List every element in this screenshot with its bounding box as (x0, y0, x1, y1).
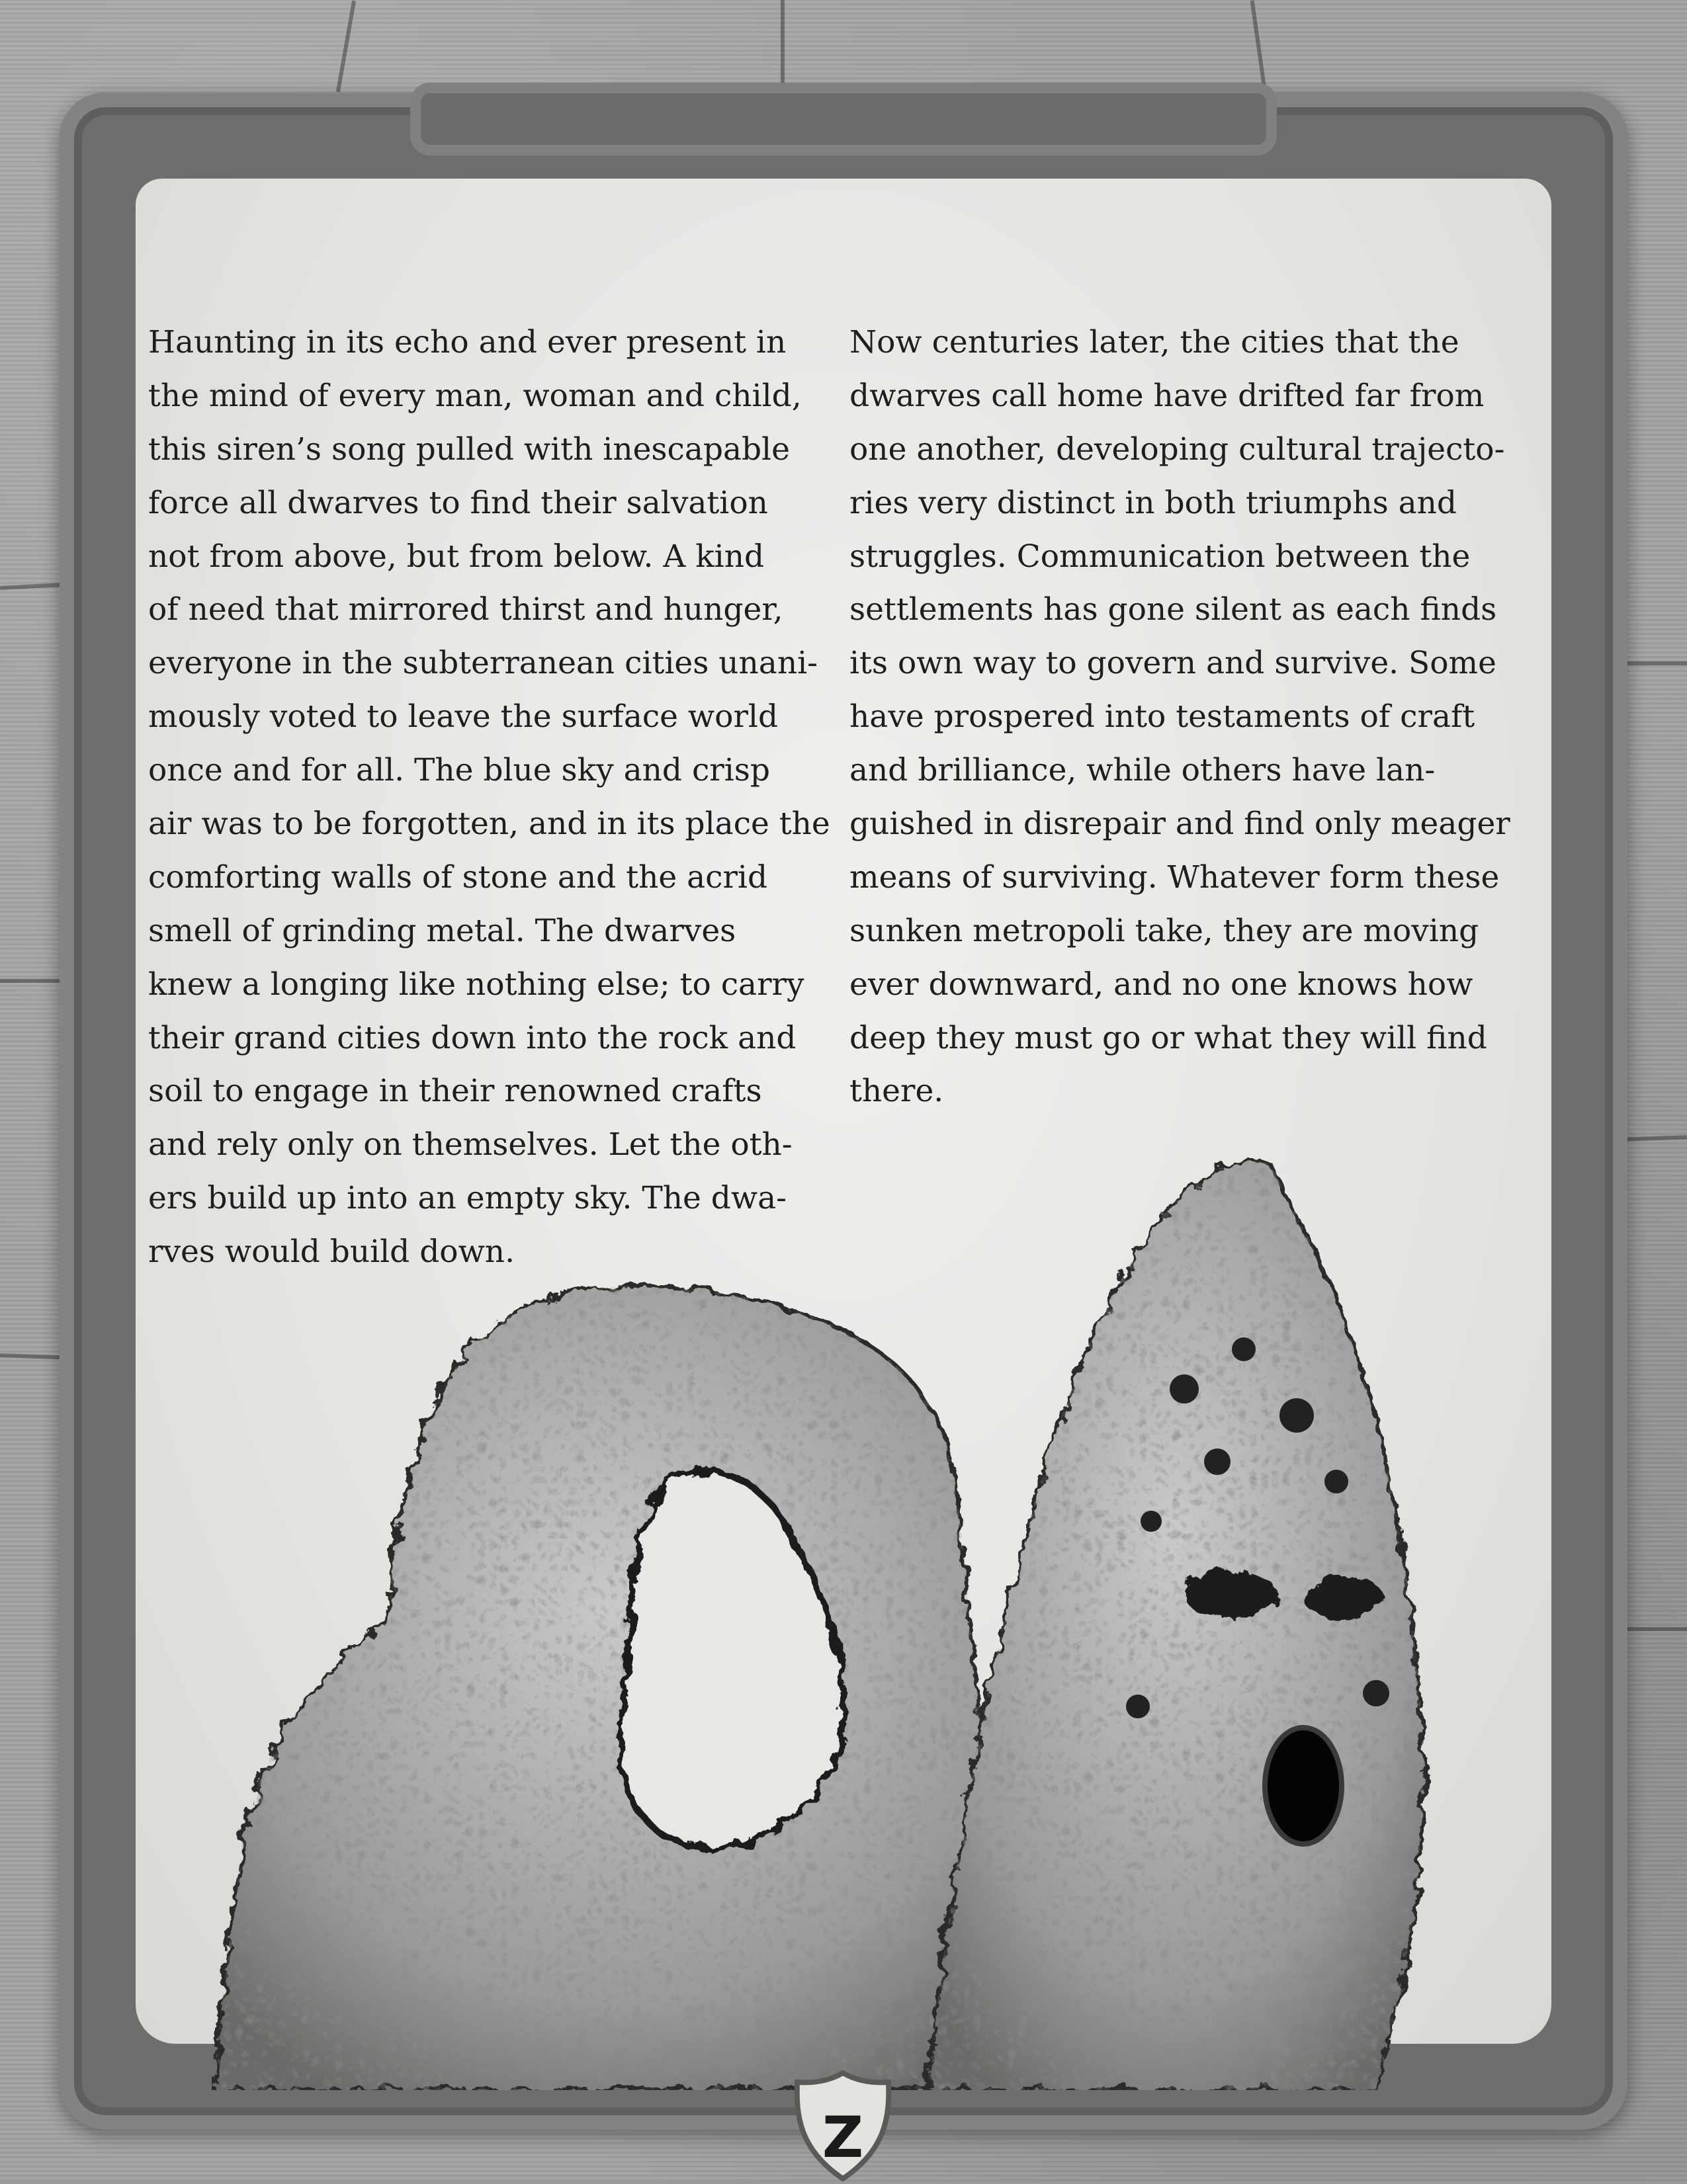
text-line: this siren’s song pulled with inescapable (148, 431, 790, 468)
text-line: rves would build down. (148, 1234, 515, 1271)
text-line: Now centuries later, the cities that the (849, 324, 1459, 360)
text-line: knew a longing like nothing else; to carry (148, 966, 804, 1003)
text-line: means of surviving. Whatever form these (849, 859, 1500, 896)
text-line: ries very distinct in both triumphs and (849, 484, 1457, 521)
text-line: of need that mirrored thirst and hunger, (148, 591, 783, 628)
text-line: struggles. Communication between the (849, 538, 1471, 575)
text-line: dwarves call home have drifted far from (849, 377, 1485, 414)
text-line: comforting walls of stone and the acrid (148, 859, 768, 896)
text-line: air was to be forgotten, and in its place the (148, 806, 830, 843)
text-line: sunken metropoli take, they are moving (849, 912, 1479, 949)
text-line: everyone in the subterranean cities unani- (148, 645, 818, 682)
text-line: force all dwarves to find their salvation (148, 484, 768, 521)
stone-frame-top (410, 83, 1277, 155)
text-line: guished in disrepair and find only meager (849, 806, 1510, 843)
text-line: there. (849, 1073, 944, 1110)
text-line: not from above, but from below. A kind (148, 538, 765, 575)
text-line: their grand cities down into the rock and (148, 1019, 797, 1056)
stone-face-pillar (926, 1161, 1424, 2090)
text-line: one another, developing cultural trajecto- (849, 431, 1505, 468)
text-line: have prospered into testaments of craft (849, 698, 1475, 735)
text-line: soil to engage in their renowned crafts (148, 1073, 762, 1110)
text-line: mously voted to leave the surface world (148, 698, 779, 735)
text-line: and rely only on themselves. Let the oth- (148, 1126, 793, 1163)
stone-arch (212, 1286, 1032, 2090)
text-line: settlements has gone silent as each finds (849, 591, 1497, 628)
text-line: ever downward, and no one knows how (849, 966, 1473, 1003)
wall-crack (781, 0, 785, 93)
right-text-column (849, 316, 1510, 1118)
text-line: Haunting in its echo and ever present in (148, 324, 787, 360)
text-line: its own way to govern and survive. Some (849, 645, 1496, 682)
text-line: the mind of every man, woman and child, (148, 377, 802, 414)
page-number: Z (822, 2105, 864, 2171)
text-line: once and for all. The blue sky and crisp (148, 752, 770, 789)
text-line: deep they must go or what they will find (849, 1019, 1487, 1056)
text-line: ers build up into an empty sky. The dwa- (148, 1180, 787, 1217)
text-line: smell of grinding metal. The dwarves (148, 912, 736, 949)
text-line: and brilliance, while others have lan- (849, 752, 1436, 789)
page-number-badge (793, 2070, 892, 2181)
wall-crack (336, 1, 356, 93)
rock-formation-illustration (212, 1111, 1469, 2090)
